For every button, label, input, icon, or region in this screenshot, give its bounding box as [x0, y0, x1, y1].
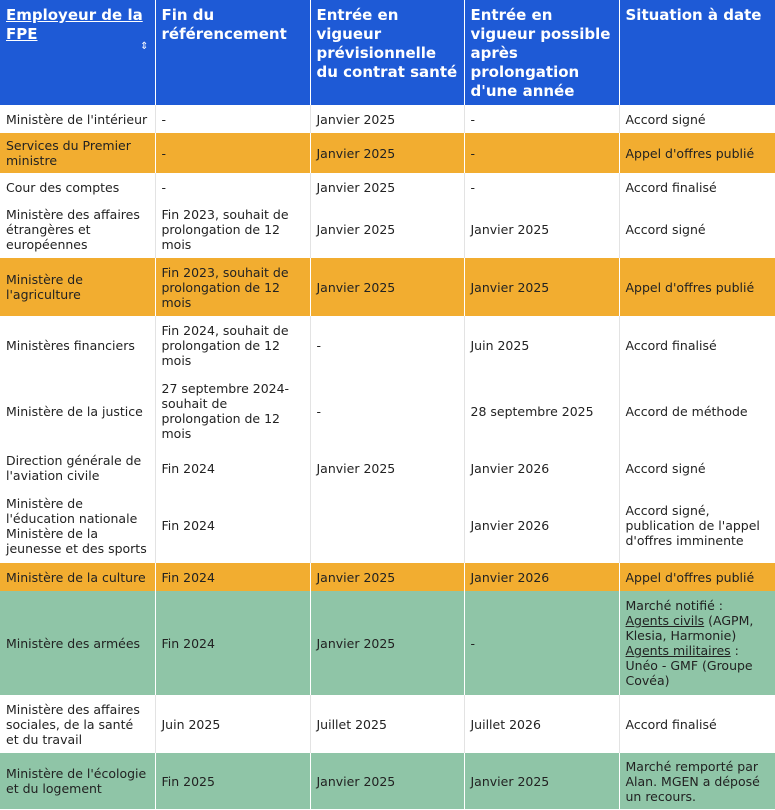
cell-possible-start: - [464, 133, 619, 173]
header-employer-link[interactable]: Employeur de la FPE [6, 6, 143, 43]
cell-planned-start: Janvier 2025 [310, 201, 464, 258]
cell-employer: Direction générale de l'aviation civile [0, 448, 155, 488]
cell-employer: Ministères financiers [0, 316, 155, 374]
table-row [0, 695, 775, 753]
cell-employer: Ministère des affaires sociales, de la santé et du travail [0, 695, 155, 753]
table-row [0, 563, 775, 591]
cell-possible-start: - [464, 591, 619, 695]
cell-planned-start: Janvier 2025 [310, 258, 464, 316]
cell-employer: Ministère de l'écologie et du logement [0, 753, 155, 809]
cell-employer: Ministère de la justice [0, 374, 155, 448]
cell-possible-start: 28 septembre 2025 [464, 374, 619, 448]
cell-possible-start: - [464, 105, 619, 133]
table-row [0, 173, 775, 201]
cell-status: Accord de méthode [619, 374, 775, 448]
civil-agents-link[interactable]: Agents civils [625, 613, 705, 628]
table-row [0, 488, 775, 563]
cell-planned-start [310, 488, 464, 563]
cell-possible-start: Janvier 2026 [464, 563, 619, 591]
cell-end-referencing: - [155, 173, 310, 201]
cell-end-referencing: Fin 2024, souhait de prolongation de 12 mois [155, 316, 310, 374]
sort-icon[interactable]: ⇕ [140, 41, 149, 52]
cell-planned-start: Janvier 2025 [310, 448, 464, 488]
cell-employer: Ministère des affaires étrangères et européennes [0, 201, 155, 258]
cell-status: Accord finalisé [619, 316, 775, 374]
cell-planned-start: Janvier 2025 [310, 753, 464, 809]
cell-employer: Ministère des armées [0, 591, 155, 695]
cell-status: Accord signé [619, 105, 775, 133]
cell-end-referencing: Fin 2025 [155, 753, 310, 809]
cell-possible-start: Janvier 2025 [464, 201, 619, 258]
cell-status: Accord signé [619, 201, 775, 258]
cell-planned-start: Janvier 2025 [310, 591, 464, 695]
header-employer[interactable] [0, 0, 155, 105]
cell-employer: Ministère de l'éducation nationale Ministère de la jeunesse et des sports [0, 488, 155, 563]
cell-employer: Ministère de l'intérieur [0, 105, 155, 133]
cell-status: Accord signé, publication de l'appel d'offres imminente [619, 488, 775, 563]
cell-employer: Ministère de la culture [0, 563, 155, 591]
cell-possible-start: Juillet 2026 [464, 695, 619, 753]
cell-possible-start: Janvier 2026 [464, 448, 619, 488]
status-intro: Marché notifié : [625, 598, 723, 613]
cell-end-referencing: Juin 2025 [155, 695, 310, 753]
cell-planned-start: - [310, 374, 464, 448]
cell-possible-start: Juin 2025 [464, 316, 619, 374]
cell-end-referencing: Fin 2024 [155, 591, 310, 695]
cell-status: Accord signé [619, 448, 775, 488]
cell-status: Appel d'offres publié [619, 133, 775, 173]
cell-status: Marché remporté par Alan. MGEN a déposé un recours. [619, 753, 775, 809]
cell-employer: Ministère de l'agriculture [0, 258, 155, 316]
cell-possible-start: Janvier 2025 [464, 258, 619, 316]
table-row [0, 105, 775, 133]
table-row [0, 316, 775, 374]
table-row [0, 591, 775, 695]
table-row [0, 133, 775, 173]
cell-status: Appel d'offres publié [619, 258, 775, 316]
cell-status [619, 591, 775, 695]
table-row [0, 448, 775, 488]
cell-end-referencing: Fin 2023, souhait de prolongation de 12 mois [155, 258, 310, 316]
header-planned-start: Entrée en vigueur prévisionnelle du contrat santé [310, 0, 464, 105]
cell-planned-start: Janvier 2025 [310, 563, 464, 591]
cell-planned-start: Juillet 2025 [310, 695, 464, 753]
cell-end-referencing: Fin 2024 [155, 448, 310, 488]
cell-end-referencing: - [155, 133, 310, 173]
cell-end-referencing: - [155, 105, 310, 133]
civil-agents-text: (AGPM, Klesia, Harmonie) [625, 613, 754, 643]
military-agents-link[interactable]: Agents militaires [625, 643, 731, 658]
table-row [0, 201, 775, 258]
cell-status: Appel d'offres publié [619, 563, 775, 591]
cell-end-referencing: Fin 2024 [155, 488, 310, 563]
cell-possible-start: Janvier 2026 [464, 488, 619, 563]
cell-status: Accord finalisé [619, 173, 775, 201]
cell-possible-start: Janvier 2025 [464, 753, 619, 809]
cell-planned-start: Janvier 2025 [310, 105, 464, 133]
cell-status: Accord finalisé [619, 695, 775, 753]
table-row [0, 753, 775, 809]
cell-end-referencing: 27 septembre 2024- souhait de prolongation de 12 mois [155, 374, 310, 448]
cell-employer: Cour des comptes [0, 173, 155, 201]
table-row [0, 258, 775, 316]
military-agents-text: : Unéo - GMF (Groupe Covéa) [625, 643, 753, 688]
cell-planned-start: - [310, 316, 464, 374]
cell-planned-start: Janvier 2025 [310, 133, 464, 173]
cell-possible-start: - [464, 173, 619, 201]
header-row [0, 0, 775, 105]
header-possible-start: Entrée en vigueur possible après prolongation d'une année [464, 0, 619, 105]
cell-end-referencing: Fin 2024 [155, 563, 310, 591]
header-status: Situation à date [619, 0, 775, 105]
table-row [0, 374, 775, 448]
cell-employer: Services du Premier ministre [0, 133, 155, 173]
header-end-referencing: Fin du référencement [155, 0, 310, 105]
cell-planned-start: Janvier 2025 [310, 173, 464, 201]
cell-end-referencing: Fin 2023, souhait de prolongation de 12 mois [155, 201, 310, 258]
